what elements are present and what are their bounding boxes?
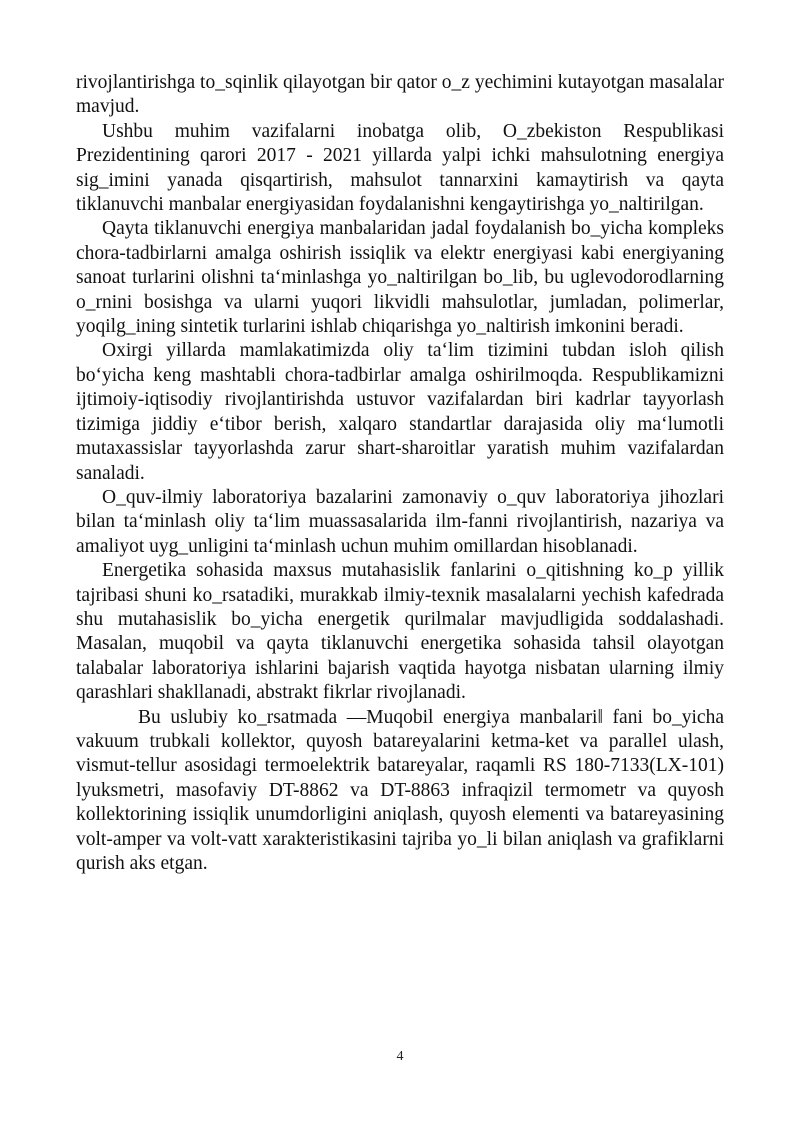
paragraph: Energetika sohasida maxsus mutahasislik fanlarini o_qitishning ko_p yillik tajribasi shuni ko_rsatadiki, murakkab ilmiy-texnik masalalarni yechish kafedrada shu mutahasislik bo_yicha energetik qurilmalar mavjudligida soddalashadi. Masalan, muqobil va qayta tiklanuvchi energetika sohasida tahsil olayotgan talabalar laboratoriya ishlarini bajarish vaqtida hayotga nisbatan ularning ilmiy qarashlari shakllanadi, abstrakt fikrlar rivojlanadi. — [76, 560, 724, 704]
paragraph-continuation: rivojlantirishga to_sqinlik qilayotgan bir qator o_z yechimini kutayotgan masalalar mavjud. — [76, 72, 724, 118]
paragraph: Bu uslubiy ko_rsatmada ―Muqobil energiya manbalari‖ fani bo_yicha vakuum trubkali kollektor, quyosh batareyalarini ketma-ket va parallel ulash, vismut-tellur asosidagi termoelektrik batareyalar, raqamli RS 180-7133(LX-101) lyuksmetri, masofaviy DT-8862 va DT-8863 infraqizil termometr va quyosh kollektorining issiqlik unumdorligini aniqlash, quyosh elementi va batareyasining volt-amper va volt-vatt xarakteristikasini tajriba yo_li bilan aniqlash va grafiklarni qurish aks etgan. — [76, 706, 724, 874]
paragraph: Qayta tiklanuvchi energiya manbalaridan jadal foydalanish bo_yicha kompleks chora-tadbirlarni amalga oshirish issiqlik va elektr energiyasi kabi energiyaning sanoat turlarini olishni ta‘minlashga yo_naltirilgan bo_lib, bu uglevodorodlarning o_rnini bosishga va ularni yuqori likvidli mahsulotlar, jumladan, polimerlar, yoqilg_ining sintetik turlarini ishlab chiqarishga yo_naltirish imkonini beradi. — [76, 218, 724, 338]
paragraph: O_quv-ilmiy laboratoriya bazalarini zamonaviy o_quv laboratoriya jihozlari bilan ta‘minlash oliy ta‘lim muassasalarida ilm-fanni rivojlantirish, nazariya va amaliyot uyg_unligini ta‘minlash uchun muhim omillardan hisoblanadi. — [76, 486, 724, 557]
page-number: 4 — [396, 1049, 404, 1064]
document-body — [76, 71, 724, 876]
paragraph: Oxirgi yillarda mamlakatimizda oliy ta‘lim tizimini tubdan isloh qilish bo‘yicha keng mashtabli chora-tadbirlar amalga oshirilmoqda. Respublikamizni ijtimoiy-iqtisodiy rivojlantirishda ustuvor vazifalardan biri kadrlar tayyorlash tizimiga jiddiy e‘tibor berish, xalqaro standartlar darajasida oliy ma‘lumotli mutaxassislar tayyorlashda zarur shart-sharoitlar yaratish muhim vazifalardan sanaladi. — [76, 340, 724, 484]
paragraph: Ushbu muhim vazifalarni inobatga olib, O_zbekiston Respublikasi Prezidentining qarori 2017 - 2021 yillarda yalpi ichki mahsulotning energiya sig_imini yanada qisqartirish, mahsulot tannarxini kamaytirish va qayta tiklanuvchi manbalar energiyasidan foydalanishni kengaytirishga yo_naltirilgan. — [76, 120, 724, 216]
